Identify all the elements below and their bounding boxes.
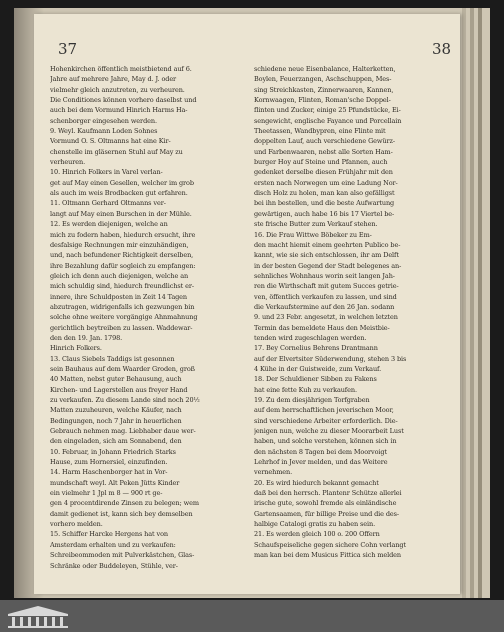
text-line: Kornwaagen, Flinten, Roman'sche Doppel- bbox=[254, 96, 391, 105]
page-number-right: 38 bbox=[432, 40, 452, 58]
text-line: den nächsten 8 Tagen bei dem Moorvoigt bbox=[254, 447, 387, 456]
page-edge bbox=[462, 8, 466, 598]
text-line: man kan bei dem Musicus Fittica sich melden bbox=[254, 551, 401, 560]
text-line: 40 Matten, nebst guter Behausung, auch bbox=[50, 375, 182, 384]
text-line: abzutragen, widrigenfalls ich gezwungen bin bbox=[50, 302, 195, 311]
text-line: 15. Schiffer Harcke Hergens hat von bbox=[50, 530, 168, 539]
text-line: Kirchen- und Lagerstellen aus freyer Hand bbox=[50, 385, 188, 394]
text-line: mich zu fodern haben, hiedurch ersucht, ihre bbox=[50, 230, 196, 239]
text-line: den macht hiemit einem geehrten Publico be- bbox=[254, 240, 401, 249]
text-line: 10. Februar, in Johann Friedrich Starks bbox=[50, 447, 176, 456]
text-line: halbige Catalogi gratis zu haben sein. bbox=[254, 520, 376, 529]
text-line: und Farbenwaaren, nebst alle Sorten Ham- bbox=[254, 147, 393, 156]
text-line: Boylen, Feuerzangen, Aschschuppen, Mes- bbox=[254, 75, 392, 84]
text-line: vorhero melden. bbox=[50, 520, 103, 529]
text-line: 21. Es werden gleich 100 o. 200 Offern bbox=[254, 530, 380, 539]
text-line: tenden wird zugeschlagen werden. bbox=[254, 333, 367, 342]
text-line: kannt, wie sie sich entschlossen, ihr am Delft bbox=[254, 251, 399, 260]
text-line: auch bei dem Vormund Hinrich Harms Ha- bbox=[50, 106, 188, 115]
text-line: 17. Bey Cornelius Behrens Drantmann bbox=[254, 344, 378, 353]
text-line: Matten zuzuheuren, welche Käufer, nach bbox=[50, 406, 182, 415]
text-line: gerichtlich beytreiben zu lassen. Waddewar- bbox=[50, 323, 193, 332]
text-line: sein Bauhaus auf dem Waarder Groden, groß bbox=[50, 364, 195, 373]
text-line: gewärtigen, auch habe 16 bis 17 Viertel be- bbox=[254, 209, 395, 218]
text-line: sing Streichkasten, Zinnerwaaren, Kannen, bbox=[254, 85, 394, 94]
page-edge bbox=[470, 8, 474, 598]
text-line: gen 4 procentdirende Zinsen zu belegen; wem bbox=[50, 499, 199, 508]
text-line: gleich ich denn auch diejenigen, welche an bbox=[50, 271, 189, 280]
text-line: daß bei den herrsch. Plantenr Schütze allerlei bbox=[254, 489, 402, 498]
text-line: chenstelle im gläsernen Stuhl auf May zu bbox=[50, 147, 183, 156]
text-line: get auf May einen Gesellen, welcher im grob bbox=[50, 178, 194, 187]
text-line: Jahre auf mehrere Jahre, May d. J. oder bbox=[50, 75, 177, 84]
text-line: burger Hoy auf Steine und Pfannen, auch bbox=[254, 158, 388, 167]
text-line: ein vielmehr 1 Jpl m 8 — 900 rt ge- bbox=[50, 489, 163, 498]
text-line: Lehrhof in Jever melden, und das Weitere bbox=[254, 458, 388, 467]
text-line: 20. Es wird hiedurch bekannt gemacht bbox=[254, 478, 379, 487]
text-line: auf der Elvertsiter Süderwendung, stehen 3 bis bbox=[254, 354, 407, 363]
left-text-column bbox=[50, 64, 250, 574]
text-line: disch Holz zu holen, man kan also gefälligst bbox=[254, 189, 395, 198]
text-line: den eingeladen, sich am Sonnabend, den bbox=[50, 437, 182, 446]
text-line: Gebrauch nehmen mag. Liebhaber daue wer- bbox=[50, 427, 196, 436]
text-line: Hinrich Folkers. bbox=[50, 344, 102, 353]
text-line: 12. Es werden diejenigen, welche an bbox=[50, 220, 168, 229]
text-line: ren die Wirthschaft mit gutem Succes getrie- bbox=[254, 282, 399, 291]
text-line: haben, und solche verstehen, können sich in bbox=[254, 437, 397, 446]
text-line: damit gedienet ist, kann sich bey demselben bbox=[50, 509, 193, 518]
right-text-column bbox=[254, 64, 454, 574]
text-line: Hause, zum Hornersiel, einzufinden. bbox=[50, 458, 168, 467]
text-line: Vormund O. S. Oltmanns hat eine Kir- bbox=[50, 137, 171, 146]
text-line: die Verkaufstermine auf den 26 Jan. sodann bbox=[254, 302, 395, 311]
text-line: hat eine fette Kuh zu verkaufen. bbox=[254, 385, 357, 394]
text-line: doppelten Lauf, auch verschiedene Gewürz- bbox=[254, 137, 395, 146]
text-line: Gartensaamen, für billige Preise und die des- bbox=[254, 509, 399, 518]
text-line: ven, öffentlich verkaufen zu lassen, und sind bbox=[254, 292, 397, 301]
text-line: ihre Bezahlung dafür sogleich zu empfangen: bbox=[50, 261, 196, 270]
text-line: sengewicht, englische Fayance und Porcellain bbox=[254, 116, 402, 125]
text-line: vernehmen. bbox=[254, 468, 293, 477]
text-line: Hohenkirchen öffentlich meistbietend auf 6. bbox=[50, 65, 192, 73]
text-line: schiedene neue Eisenbalance, Halterketten, bbox=[254, 65, 396, 73]
page-number-left: 37 bbox=[58, 40, 78, 58]
text-line: innere, ihre Schuldposten in Zeit 14 Tagen bbox=[50, 292, 187, 301]
text-line: Termin das bemeldete Haus den Meistbie- bbox=[254, 323, 390, 332]
text-line: als auch im weis Brodbacken gut erfahren. bbox=[50, 189, 188, 198]
text-line: 9. und 23 Febr. angesetzt, in welchen letzten bbox=[254, 313, 398, 322]
text-line: Bedingungen, noch 7 Jahr in heuerlichen bbox=[50, 416, 182, 425]
library-building-icon bbox=[6, 604, 70, 628]
text-line: 18. Der Schuldiener Sibben zu Fakens bbox=[254, 375, 377, 384]
text-line: zu verkaufen. Zu diesem Lande sind noch 20½ bbox=[50, 396, 200, 404]
text-line: 4 Kühe in der Guistweide, zum Verkauf. bbox=[254, 364, 382, 373]
page-edge bbox=[478, 8, 482, 598]
text-line: 14. Harm Haschenborger hat in Vor- bbox=[50, 468, 168, 477]
text-line: mich schuldig sind, hiedurch freundlichst er- bbox=[50, 282, 194, 291]
text-line: Schränke oder Buddeleyen, Stühle, ver- bbox=[50, 561, 178, 570]
text-line: Schreibeommoden mit Pulverkästchen, Glas- bbox=[50, 551, 195, 560]
text-line: vielmehr gleich anzutreten, zu verheuren. bbox=[50, 85, 185, 94]
text-line: 13. Claus Siebels Taddigs ist gesonnen bbox=[50, 354, 175, 363]
text-line: langt auf May einen Burschen in der Mühle. bbox=[50, 209, 192, 218]
footer-bar bbox=[0, 600, 504, 632]
text-line: jenigen nun, welche zu dieser Moorarbeit Lust bbox=[254, 427, 404, 436]
text-line: sind verschiedene Arbeiter erforderlich. Die- bbox=[254, 416, 398, 425]
text-line: bei ihn bestellen, und die beste Aufwartung bbox=[254, 199, 395, 208]
text-line: Amsterdam erhalten und zu verkaufen: bbox=[50, 540, 176, 549]
text-line: Theetassen, Wandbypren, eine Flinte mit bbox=[254, 127, 386, 136]
text-line: 16. Die Frau Wittwe Böbeker zu Em- bbox=[254, 230, 372, 239]
text-line: gedenket derselbe diesen Frühjahr mit den bbox=[254, 168, 393, 177]
text-line: 10. Hinrich Folkers in Varel verlan- bbox=[50, 168, 163, 177]
text-line: ste frische Butter zum Verkauf stehen. bbox=[254, 220, 378, 229]
text-line: schenborger eingesehen werden. bbox=[50, 116, 157, 125]
text-line: mundschaft weyl. Alt Peken Jütts Kinder bbox=[50, 478, 180, 487]
text-line: Schaufspeiseliche gegen sichere Cohn verlangt bbox=[254, 540, 406, 549]
text-line: irische gute, sowohl fremde als einländische bbox=[254, 499, 397, 508]
text-line: den den 19. Jan. 1798. bbox=[50, 333, 123, 342]
text-line: solche ohne weitere vorgängige Ahnmahnung bbox=[50, 313, 198, 322]
text-line: sehnliches Wohnhaus worin seit langen Jah- bbox=[254, 271, 395, 280]
text-line: 19. Zu dem diesjährigen Torfgraben bbox=[254, 396, 370, 404]
text-line: 9. Weyl. Kaufmann Loden Sohnes bbox=[50, 127, 158, 136]
text-line: Die Conditiones können vorhero daselbst und bbox=[50, 96, 197, 105]
text-line: verheuren. bbox=[50, 158, 86, 167]
text-line: auf dem herrschaftlichen jeverischen Moor, bbox=[254, 406, 394, 415]
text-line: flinten und Zucker, einige 25 Pfundstücke, Ei- bbox=[254, 106, 401, 115]
text-line: in der besten Gegend der Stadt belegenes an- bbox=[254, 261, 402, 270]
text-line: ersten nach Norwegen um eine Ladung Nor- bbox=[254, 178, 398, 187]
text-line: 11. Oltmann Gerhard Oltmanns ver- bbox=[50, 199, 166, 208]
text-line: desfalsige Rechnungen mir einzuhändigen, bbox=[50, 240, 189, 249]
text-line: und, nach befundener Richtigkeit derselben, bbox=[50, 251, 194, 260]
